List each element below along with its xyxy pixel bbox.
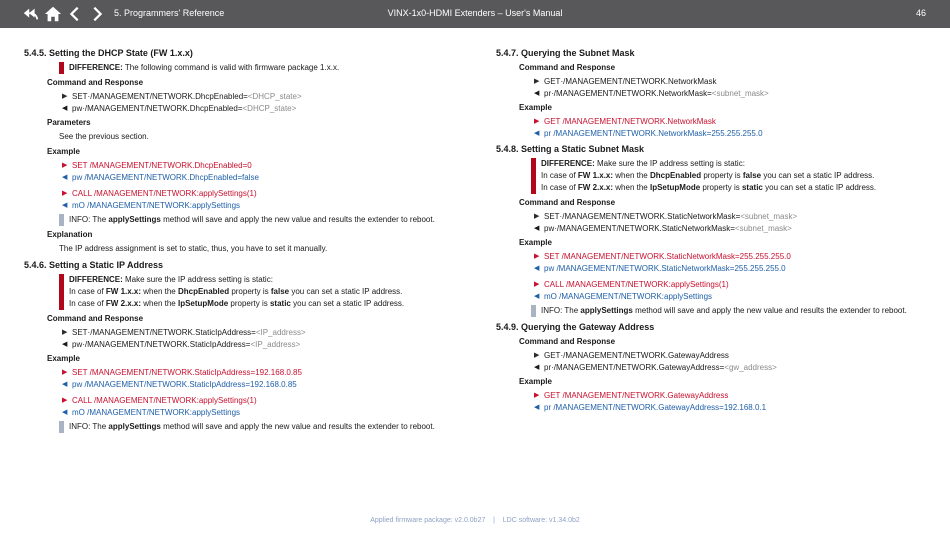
command-list	[534, 350, 926, 374]
response-arrow-icon: ◀	[534, 364, 540, 371]
info-note: INFO: The applySettings method will save and apply the new value and results the extender to reboot.	[59, 214, 454, 226]
subheading: Example	[47, 147, 80, 156]
paragraph: See the previous section.	[59, 132, 149, 141]
info-bar	[531, 305, 536, 317]
example-command: ▶ SET /MANAGEMENT/NETWORK.DhcpEnabled=0	[62, 161, 252, 170]
send-arrow-icon: ▶	[534, 392, 540, 399]
response-arrow-icon: ◀	[62, 409, 68, 416]
response-arrow-icon: ◀	[534, 130, 540, 137]
section-heading: 5.4.6. Setting a Static IP Address	[24, 260, 164, 270]
send-arrow-icon: ▶	[62, 329, 68, 336]
response-arrow-icon: ◀	[534, 225, 540, 232]
section-heading: 5.4.5. Setting the DHCP State (FW 1.x.x)	[24, 48, 193, 58]
section-heading: 5.4.8. Setting a Static Subnet Mask	[496, 144, 645, 154]
example-response: ◀ mO /MANAGEMENT/NETWORK:applySettings	[534, 292, 713, 301]
example-response: ◀ mO /MANAGEMENT/NETWORK:applySettings	[62, 201, 241, 210]
info-bar	[59, 421, 64, 433]
response-line: ◀ pr·/MANAGEMENT/NETWORK.NetworkMask=<subnet_mask>	[534, 89, 769, 98]
page-number: 46	[915, 8, 926, 18]
response-arrow-icon: ◀	[62, 105, 68, 112]
subheading: Command and Response	[519, 63, 616, 72]
example-command: ▶ GET /MANAGEMENT/NETWORK.GatewayAddress	[534, 391, 729, 400]
send-arrow-icon: ▶	[62, 93, 68, 100]
command-line: ▶ GET·/MANAGEMENT/NETWORK.GatewayAddress	[534, 351, 729, 360]
info-note: INFO: The applySettings method will save and apply the new value and results the extender to reboot.	[531, 305, 926, 317]
send-arrow-icon: ▶	[534, 281, 540, 288]
subheading: Example	[519, 238, 552, 247]
example-response: ◀ pw /MANAGEMENT/NETWORK.StaticNetworkMask=255.255.255.0	[534, 264, 786, 273]
difference-bar	[59, 62, 64, 74]
command-list	[534, 76, 926, 100]
info-note: INFO: The applySettings method will save and apply the new value and results the extender to reboot.	[59, 421, 454, 433]
send-arrow-icon: ▶	[62, 369, 68, 376]
subheading: Command and Response	[47, 78, 144, 87]
send-arrow-icon: ▶	[534, 352, 540, 359]
section-heading: 5.4.9. Querying the Gateway Address	[496, 322, 655, 332]
example-response: ◀ pw /MANAGEMENT/NETWORK.DhcpEnabled=false	[62, 173, 259, 182]
response-line: ◀ pw·/MANAGEMENT/NETWORK.DhcpEnabled=<DHCP_state>	[62, 104, 297, 113]
command-line: ▶ SET·/MANAGEMENT/NETWORK.StaticNetworkMask=<subnet_mask>	[534, 212, 798, 221]
response-arrow-icon: ◀	[534, 293, 540, 300]
response-line: ◀ pw·/MANAGEMENT/NETWORK.StaticIpAddress=<IP_address>	[62, 340, 301, 349]
subheading: Example	[47, 354, 80, 363]
section-title[interactable]: 5. Programmers' Reference	[114, 8, 225, 18]
section-heading: 5.4.7. Querying the Subnet Mask	[496, 48, 635, 58]
example-list	[534, 116, 926, 140]
send-arrow-icon: ▶	[62, 162, 68, 169]
send-arrow-icon: ▶	[62, 397, 68, 404]
example-response: ◀ pr /MANAGEMENT/NETWORK.NetworkMask=255.255.255.0	[534, 129, 763, 138]
command-list	[62, 91, 454, 115]
send-arrow-icon: ▶	[534, 253, 540, 260]
response-arrow-icon: ◀	[534, 404, 540, 411]
example-list	[534, 390, 926, 414]
response-arrow-icon: ◀	[62, 174, 68, 181]
response-line: ◀ pw·/MANAGEMENT/NETWORK.StaticNetworkMask=<subnet_mask>	[534, 224, 792, 233]
paragraph: The IP address assignment is set to static, thus, you have to set it manually.	[59, 244, 328, 253]
response-arrow-icon: ◀	[62, 381, 68, 388]
response-line: ◀ pr·/MANAGEMENT/NETWORK.GatewayAddress=<gw_address>	[534, 363, 777, 372]
subheading: Command and Response	[519, 337, 616, 346]
send-arrow-icon: ▶	[62, 190, 68, 197]
top-bar	[0, 0, 950, 28]
difference-note: DIFFERENCE: Make sure the IP address setting is static: In case of FW 1.x.x: when the DhcpEnabled property is false you can set a static IP address. In case of FW 2.x.x: when the IpSetupMode property is static you can set a static IP address.	[59, 274, 454, 310]
command-line: ▶ SET·/MANAGEMENT/NETWORK.DhcpEnabled=<DHCP_state>	[62, 92, 302, 101]
subheading: Example	[519, 377, 552, 386]
send-arrow-icon: ▶	[534, 118, 540, 125]
left-column	[24, 46, 454, 436]
command-line: ▶ GET·/MANAGEMENT/NETWORK.NetworkMask	[534, 77, 717, 86]
example-command: ▶ SET /MANAGEMENT/NETWORK.StaticNetworkMask=255.255.255.0	[534, 252, 791, 261]
right-column	[496, 46, 926, 416]
response-arrow-icon: ◀	[62, 202, 68, 209]
subheading: Example	[519, 103, 552, 112]
send-arrow-icon: ▶	[534, 213, 540, 220]
subheading: Command and Response	[519, 198, 616, 207]
footer: Applied firmware package: v2.0.0b27 | LDC software: v1.34.0b2	[370, 517, 580, 524]
example-command: ▶ CALL /MANAGEMENT/NETWORK:applySettings(1)	[534, 280, 729, 289]
command-list	[534, 211, 926, 235]
command-list	[62, 327, 454, 351]
example-list	[62, 367, 454, 419]
example-list	[534, 251, 926, 303]
response-arrow-icon: ◀	[62, 341, 68, 348]
difference-note: DIFFERENCE: Make sure the IP address setting is static: In case of FW 1.x.x: when the DhcpEnabled property is false you can set a static IP address. In case of FW 2.x.x: when the IpSetupMode property is static you can set a static IP address.	[531, 158, 926, 194]
example-command: ▶ SET /MANAGEMENT/NETWORK.StaticIpAddress=192.168.0.85	[62, 368, 302, 377]
example-response: ◀ pw /MANAGEMENT/NETWORK.StaticIpAddress=192.168.0.85	[62, 380, 297, 389]
response-arrow-icon: ◀	[534, 90, 540, 97]
example-list	[62, 160, 454, 212]
document-title: VINX-1x0-HDMI Extenders – User's Manual	[387, 8, 563, 18]
example-response: ◀ pr /MANAGEMENT/NETWORK.GatewayAddress=192.168.0.1	[534, 403, 767, 412]
subheading: Explanation	[47, 230, 93, 239]
response-arrow-icon: ◀	[534, 265, 540, 272]
example-command: ▶ GET /MANAGEMENT/NETWORK.NetworkMask	[534, 117, 716, 126]
info-bar	[59, 214, 64, 226]
difference-note	[59, 62, 454, 74]
difference-bar	[531, 158, 536, 194]
difference-bar	[59, 274, 64, 310]
example-response: ◀ mO /MANAGEMENT/NETWORK:applySettings	[62, 408, 241, 417]
example-command: ▶ CALL /MANAGEMENT/NETWORK:applySettings(1)	[62, 396, 257, 405]
subheading: Parameters	[47, 118, 91, 127]
send-arrow-icon: ▶	[534, 78, 540, 85]
example-command: ▶ CALL /MANAGEMENT/NETWORK:applySettings(1)	[62, 189, 257, 198]
difference-label: DIFFERENCE:	[69, 63, 123, 72]
subheading: Command and Response	[47, 314, 144, 323]
command-line: ▶ SET·/MANAGEMENT/NETWORK.StaticIpAddress=<IP_address>	[62, 328, 306, 337]
difference-text: The following command is valid with firmware package 1.x.x.	[122, 63, 340, 72]
